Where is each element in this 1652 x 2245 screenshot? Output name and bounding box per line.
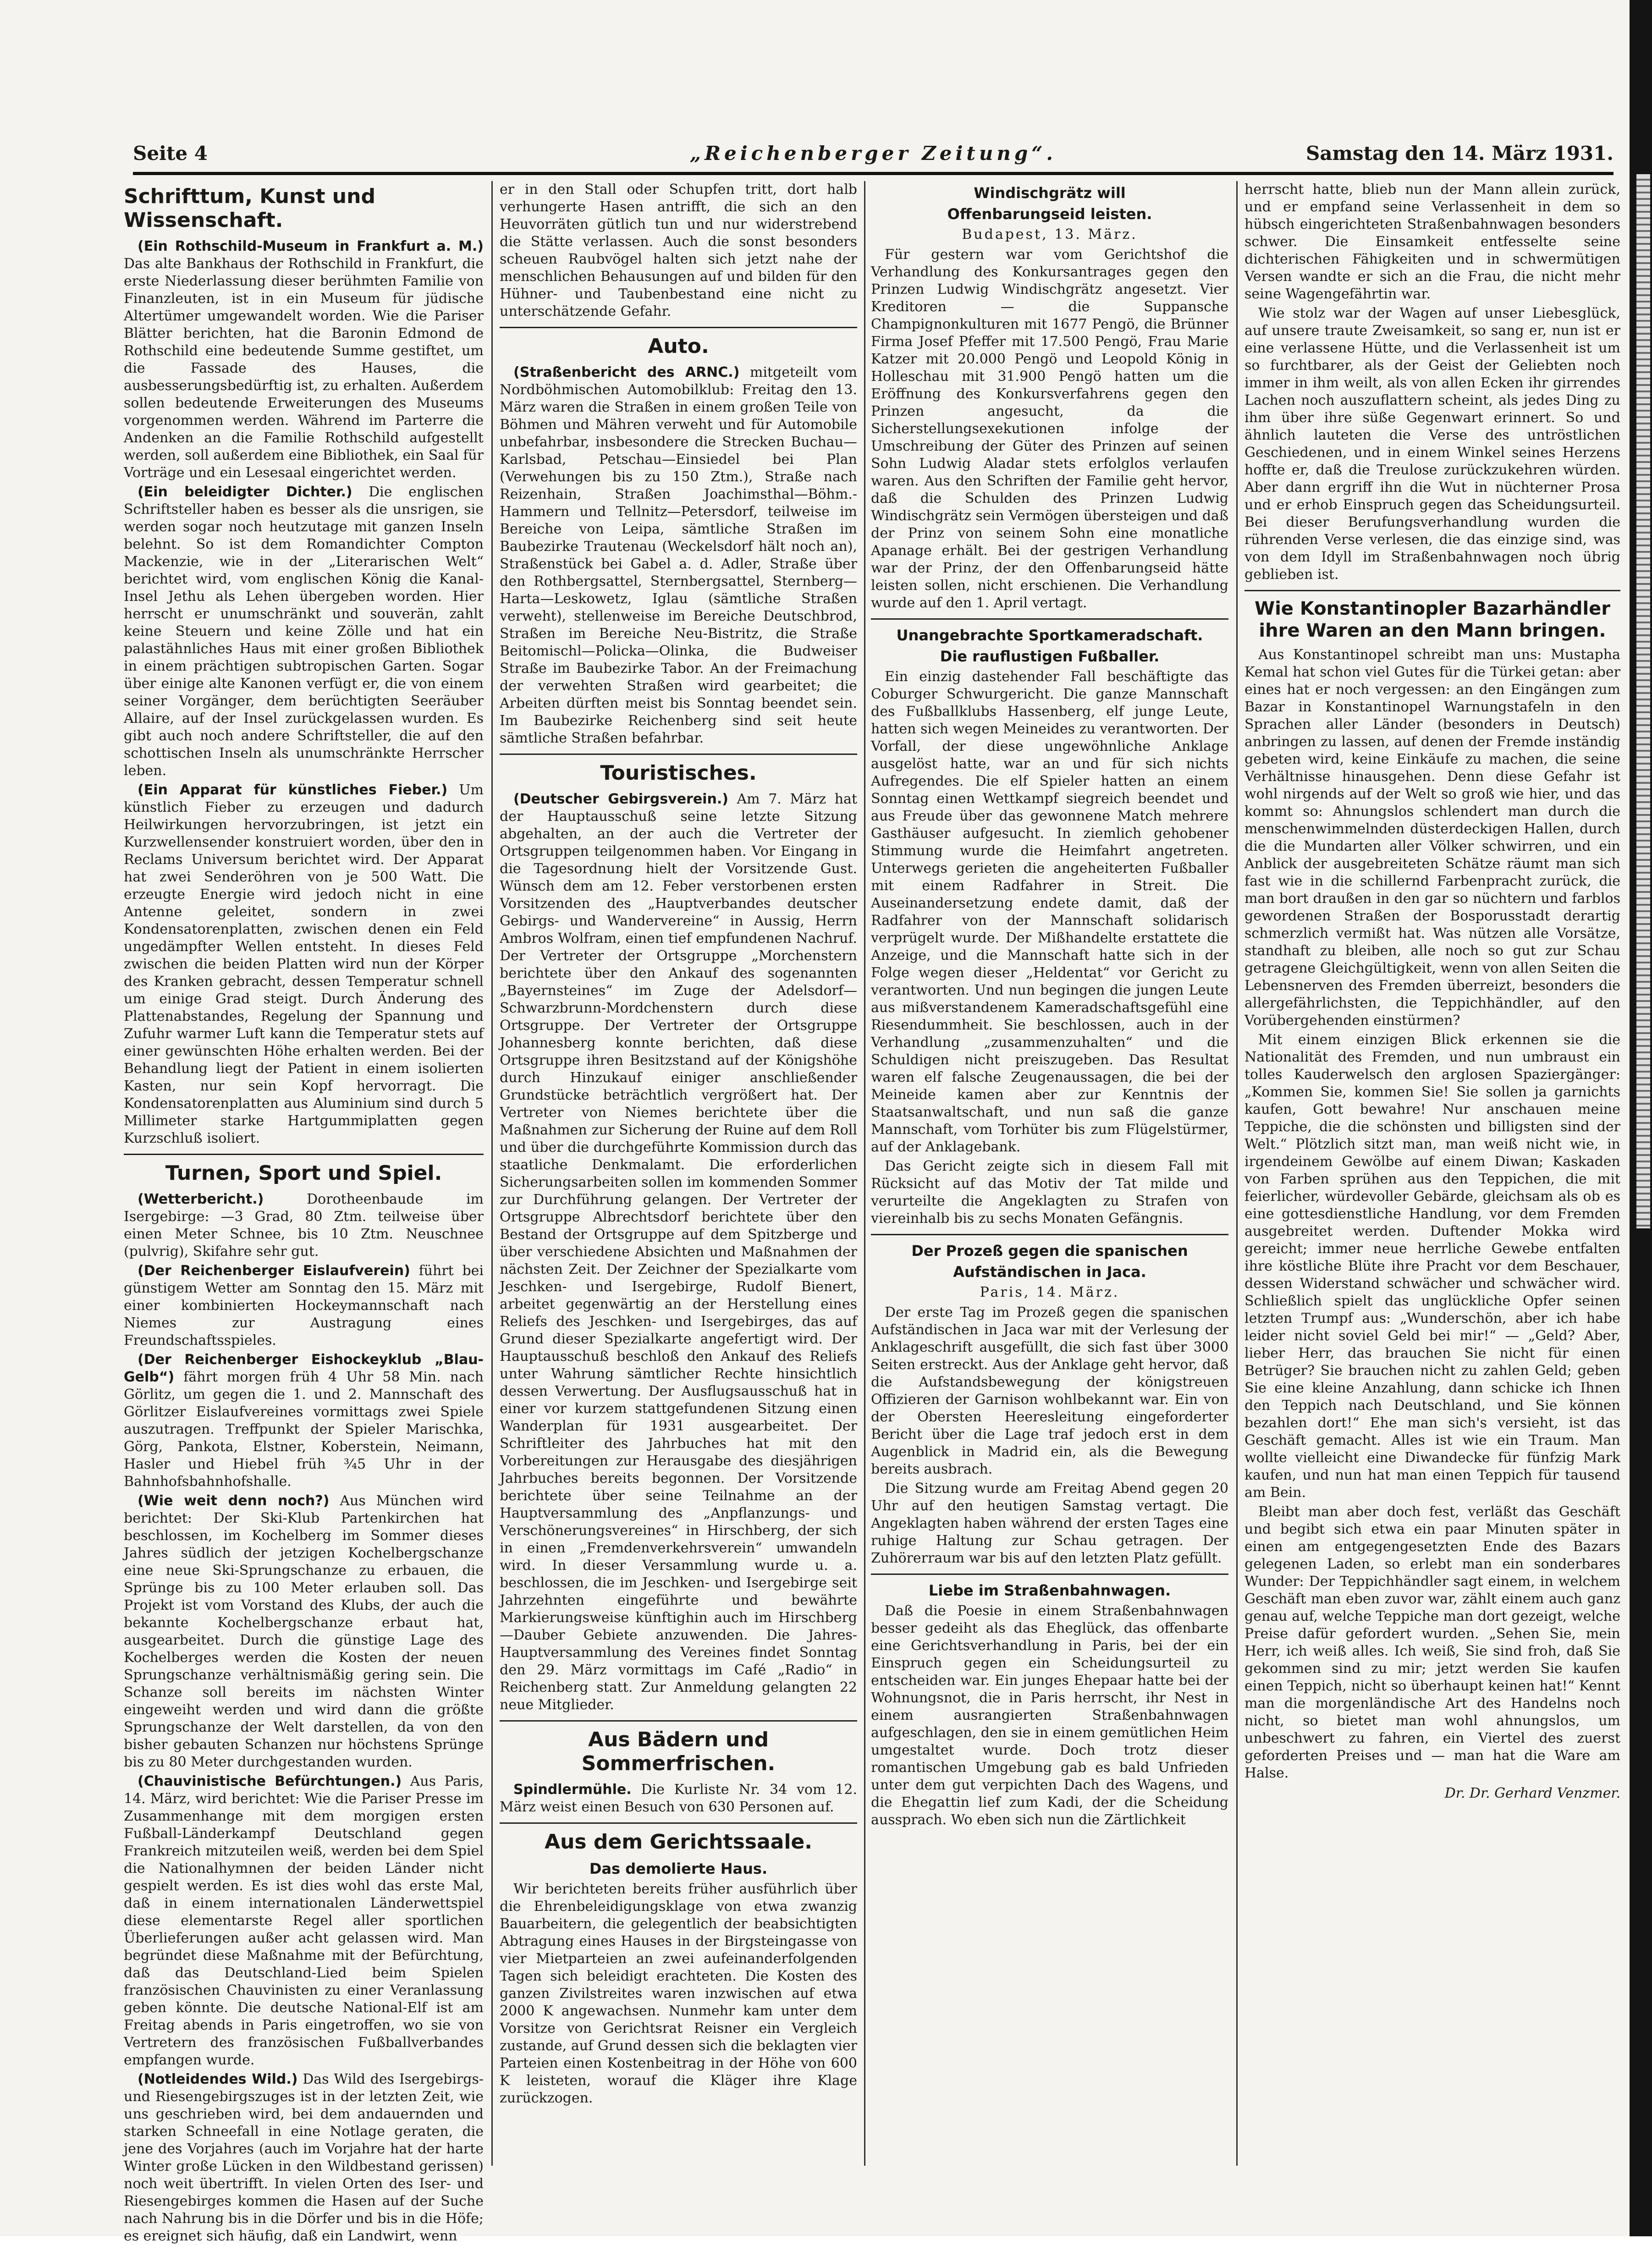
article-paragraph: [124, 1773, 484, 2069]
article-text: Für gestern war vom Gerichtshof die Verhandlung des Konkursantrages gegen den Prinzen Ludwig Windischgrätz angesetzt. Vier Kreditoren — die Suppansche Champignonkulturen mit 1677 Pengö, die Brünner Firma Josef Pfeffer mit 17.500 Pengö, Frau Marie Katzer mit 20.000 Pengö und Leopold König in Holleschau mit 31.900 Pengö hatten um die Eröffnung des Konkursverfahrens gegen den Prinzen angesucht, da die Sicherstellungsexekutionen infolge der Umschreibung der Güter des Prinzen auf seinen Sohn Ludwig Aladar stets erfolglos verlaufen waren. Aus den Schriften der Familie geht hervor, daß die Schulden des Prinzen Ludwig Windischgrätz sein Vermögen übersteigen und daß der Prinz von seinem Sohn eine monatliche Apanage erhält. Bei der gestrigen Verhandlung war der Prinz, der den Offenbarungseid hätte leisten sollen, nicht erschienen. Die Verhandlung wurde auf den 1. April vertagt.: [871, 247, 1228, 611]
page-header: [133, 138, 1613, 170]
article-paragraph: [500, 791, 857, 1714]
article-text: Aus München wird berichtet: Der Ski-Klub Partenkirchen hat beschlossen, im Kochelberg im Sommer dieses Jahres südlich der jetzigen Kochelbergschanze eine neue Ski-Sprungschanze zu erbauen, die Sprünge bis zu 100 Meter erlauben soll. Das Projekt ist vom Vorstand des Klubs, der auch die bekannte Kochelbergschanze erbaut hat, ausgearbeitet. Durch die günstige Lage des Kochelberges werden die Kosten der neuen Sprungschanze verhältnismäßig gering sein. Die Schanze soll bereits im nächsten Winter eingeweiht werden und wird dann die größte Sprungschanze der Welt darstellen, da von den bisher gebauten Schanzen nur höchstens Sprünge bis zu 80 Meter durchgestanden wurden.: [124, 1493, 484, 1770]
column-3: [871, 181, 1228, 2166]
article-text: herrscht hatte, blieb nun der Mann allein zurück, und er empfand seine Verlassenheit in dem so hübsch eingerichteten Straßenbahnwagen besonders schwer. Die Einsamkeit entfesselte seine dichterischen Fähigkeiten und in schwermütigen Versen wandte er sich an die Frau, die nicht mehr seine Wagengefährtin war.: [1245, 182, 1620, 302]
article-text: Die englischen Schriftsteller haben es besser als die unsrigen, sie werden sogar noch heutzutage mit ganzen Inseln belehnt. So ist dem Romandichter Compton Mackenzie, wie in der „Literarischen Welt“ berichtet wird, vom englischen König die Kanal-Insel Jethu als Lehen übergeben worden. Hier herrscht er unumschränkt und souverän, zahlt keine Steuern und keine Zölle und hat ein palastähnliches Haus mit einer großen Bibliothek in einem prächtigen subtropischen Garten. Sogar über einige alte Kanonen verfügt er, die von einem seiner Vorgänger, dem berüchtigten Seeräuber Allaire, auf der Insel zurückgelassen wurden. Es gibt auch noch andere Schriftsteller, die auf den schottischen Inseln als unumschränkte Herrscher leben.: [124, 484, 484, 779]
article-title: ihre Waren an den Mann bringen.: [1259, 620, 1606, 641]
article-title: Liebe im Straßenbahnwagen.: [928, 1582, 1171, 1599]
column-rule: [1236, 181, 1238, 2166]
section-rule: [871, 1574, 1228, 1575]
article-text: Ein einzig dastehender Fall beschäftigte das Coburger Schwurgericht. Die ganze Mannschaft des Fußballklubs Hassenberg, elf junge Leute, hatten sich wegen Meineides zu verantworten. Der Vorfall, der diese ungewöhnliche Anklage ausgelöst hatte, war an und für sich nichts Aufregendes. Die elf Spieler hatten an einem Sonntag einen Wettkampf siegreich beendet und aus Freude über das gewonnene Match mehrere Gasthäuser aufgesucht. In ziemlich gehobener Stimmung wurde die Heimfahrt angetreten. Unterwegs gerieten die angeheiterten Fußballer mit einem Radfahrer in Streit. Die Auseinandersetzung endete damit, daß der Radfahrer von der Mannschaft solidarisch verprügelt wurde. Der Mißhandelte erstattete die Anzeige, und die Mannschaft hatte sich in der Folge wegen dieser „Heldentat“ vor Gericht zu verantworten. Und nun begingen die jungen Leute aus mißverstandenem Kameradschaftsgefühl eine Riesendummheit. Sie beschlossen, auch in der Verhandlung „zusammenzuhalten“ und die Schuldigen nicht preiszugeben. Das Resultat waren elf falsche Zeugenaussagen, die bei der Meineide kamen aber zur Kenntnis der Staatsanwaltschaft, und nun saß die ganze Mannschaft, vom Torhüter bis zum Flügelstürmer, auf der Anklagebank.: [871, 669, 1228, 1155]
section-rule: [124, 1154, 484, 1155]
article-text: Daß die Poesie in einem Straßenbahnwagen besser gedeiht als das Eheglück, das offenbarte eine Gerichtsverhandlung in Paris, bei der ein Einspruch gegen ein Scheidungsurteil zu entscheiden war. Ein junges Ehepaar hatte bei der Wohnungsnot, die in Paris herrscht, ihr Nest in einem ausrangierten Straßenbahnwagen aufgeschlagen, den sie in einem gemütlichen Heim umgestaltet wurde. Doch trotz dieser romantischen Umgebung gab es bald Unfrieden unter dem gut verpichten Dach des Wagens, und die Ehegattin lief zum Kadi, der die Scheidung aussprach. Wo eben sich nun die Zärtlichkeit: [871, 1603, 1228, 1828]
article-lead: (Straßenbericht des ARNC.): [513, 364, 740, 380]
column-rule: [864, 181, 865, 2166]
article-text: Das Wild des Isergebirgs- und Riesengebirgszuges ist in der letzten Zeit, wie uns geschrieben wird, bei dem andauernden und starken Schneefall in eine Notlage geraten, die jene des Vorjahres (auch im Vorjahre hat der harte Winter große Lücken in den Wildbestand gerissen) noch weit übertrifft. In vielen Orten des Iser- und Riesengebirges kommen die Hasen auf der Suche nach Nahrung bis in die Dörfer und bis in die Höfe; es ereignet sich häufig, daß ein Landwirt, wenn: [124, 2071, 484, 2244]
article-text: Das Gericht zeigte sich in diesem Fall mit Rücksicht auf das Motiv der Tat milde und verurteilte die Angeklagten zu Strafen von viereinhalb bis zu sechs Monaten Gefängnis.: [871, 1158, 1228, 1227]
article-title: Offenbarungseid leisten.: [947, 205, 1152, 223]
section-rule: [500, 754, 857, 755]
article-lead: (Deutscher Gebirgsverein.): [513, 791, 728, 807]
article-text: fährt morgen früh 4 Uhr 58 Min. nach Görlitz, um gegen die 1. und 2. Mannschaft des Görlitzer Eislaufvereines vormittags zwei Spiele auszutragen. Treffpunkt der Spieler Marischka, Görg, Pankota, Elstner, Koberstein, Neimann, Hasler und Hiebel früh ¾5 Uhr in der Bahnhofsbahnhofshalle.: [124, 1369, 484, 1490]
article-title: Der Prozeß gegen die spanischen: [911, 1242, 1188, 1260]
article-title: Wie Konstantinopler Bazarhändler: [1254, 598, 1611, 619]
section-title: Aus Bädern und Sommerfrischen.: [581, 1728, 776, 1775]
article-text: Aus Paris, 14. März, wird berichtet: Wie die Pariser Presse im Zusammenhange mit dem morgigen ersten Fußball-Länderkampf Deutschland gegen Frankreich mitzuteilen weiß, werden bei dem Spiel die Nationalhymnen der beiden Länder nicht gespielt werden. Es ist dies wohl das erste Mal, daß in einem internationalen Länderwettspiel diese elementarste Regel aller sportlichen Überlieferungen außer acht gelassen wird. Man begründet diese Maßnahme mit der Befürchtung, daß das Deutschland-Lied beim Spielen französischen Chauvinisten zu einer Veranlassung geben könnte. Die deutsche National-Elf ist am Freitag abends in Paris eingetroffen, wo sie von Vertretern des französischen Fußballverbandes empfangen wurde.: [124, 1773, 484, 2068]
section-rule: [871, 618, 1228, 620]
article-text: Am 7. März hat der Hauptausschuß seine letzte Sitzung abgehalten, an der auch die Vertreter der Ortsgruppen teilgenommen haben. Vor Eingang in die Tagesordnung hielt der Vorsitzende Gust. Wünsch dem am 12. Feber verstorbenen ersten Vorsitzenden des „Hauptverbandes deutscher Gebirgs- und Wandervereine“ in Aussig, Herrn Ambros Wolfram, einen tief empfundenen Nachruf. Der Vertreter der Ortsgruppe „Morchenstern berichtete über den Ankauf des sogenannten „Bayernsteines“ im Zuge der Adelsdorf—Schwarzbrunn-Mordchenstern durch diese Ortsgruppe. Der Vertreter der Ortsgruppe Johannesberg konnte berichten, daß diese Ortsgruppe ihren Besitzstand auf der Königshöhe durch Hinzukauf einiger anschließender Grundstücke beträchtlich vergrößert hat. Der Vertreter von Niemes berichtete über die Maßnahmen zur Sicherung der Ruine auf dem Roll und über die durchgeführte Kommission durch das staatliche Denkmalamt. Die erforderlichen Sicherungsarbeiten sollen im kommenden Sommer zur Durchführung gelangen. Der Vertreter der Ortsgruppe Albrechtsdorf berichtete über den Bestand der Ortsgruppe auf dem Spitzberge und über verschiedene Absichten und Maßnahmen der nächsten Zeit. Der Zeichner der Spezialkarte vom Jeschken- und Isergebirge, Rudolf Bienert, arbeitet gegenwärtig an der Herstellung eines Reliefs des Jeschken- und Isergebirges, das auf Grund dieser Spezialkarte angefertigt wird. Der Hauptausschuß beschloß den Ankauf des Reliefs unter Wahrung sämtlicher Rechte hinsichtlich dessen Verwertung. Der Ausflugsausschuß hat in einer vor kurzem stattgefundenen Sitzung einen Wanderplan für 1931 ausgearbeitet. Der Schriftleiter des Jahrbuches hat mit den Vorbereitungen zur Herausgabe des diesjährigen Jahrbuches bereits begonnen. Der Vorsitzende berichtete über seine Teilnahme an der Hauptversammlung des „Anpflanzungs- und Verschönerungsvereines“ in Hirschberg, der sich in einen „Fremdenverkehrsverein“ umwandeln wird. In dieser Versammlung wurde u. a. beschlossen, die im Jeschken- und Isergebirge seit Jahrzehnten eingeführte und bewährte Markierungsweise künftighin auch im Hirschberg—Dauber Gebiete anzuwenden. Die Jahres-Hauptversammlung des Vereines findet Sonntag den 29. März vormittags im Café „Radio“ in Reichenberg statt. Zur Anmeldung gelangten 22 neue Mitglieder.: [500, 791, 857, 1713]
section-title: Auto.: [648, 335, 709, 358]
article-paragraph: [124, 1262, 484, 1349]
section-title: Turnen, Sport und Spiel.: [165, 1161, 442, 1185]
article-subtitle: Die rauflustigen Fußballer.: [940, 648, 1160, 665]
section-title: Touristisches.: [600, 761, 757, 785]
article-dateline: Paris, 14. März.: [980, 1284, 1120, 1300]
section-title: Aus dem Gerichtssaale.: [545, 1830, 812, 1854]
article-paragraph: [500, 1781, 857, 1816]
section-rule: [500, 1822, 857, 1824]
article-paragraph: [124, 1191, 484, 1260]
article-text: Mit einem einzigen Blick erkennen sie die Nationalität des Fremden, und nun umbraust ein tolles Kauderwelsch den arglosen Spaziergänger: „Kommen Sie, kommen Sie! Sie sollen ja garnichts kaufen, Gott bewahre! Nur anschauen meine Teppiche, die die schönsten und billigsten sind der Welt.“ Plötzlich sitzt man, man weiß nicht wie, in irgendeinem Gewölbe auf einem Diwan; Kaskaden von Farben sprühen aus den Teppichen, die mit feierlicher, würdevoller Gebärde, gleichsam als ob es eine gottesdienstliche Handlung, vor dem Fremden ausgebreitet werden. Duftender Mokka wird gereicht; immer neue herrliche Gewebe entfalten ihre köstliche Blüte ihre Pracht vor dem Beschauer, dessen Widerstand schwächer und schwächer wird. Schließlich spielt das unglückliche Opfer seinen letzten Trumpf aus: „Wunderschön, aber ich habe leider nicht soviel Geld bei mir!“ — „Geld? Aber, lieber Herr, das brauchen Sie nicht für einen Betrüger? Sie brauchen nicht zu zahlen Geld; geben Sie eine kleine Anzahlung, dann schicke ich Ihnen den Teppich nach Deutschland, und Sie können bezahlen dort!“ Ehe man sich's versieht, ist das Geschäft gemacht. Alles ist wie ein Traum. Man wollte vielleicht eine Diwandecke für fünfzig Mark kaufen, und nun hat man einen Teppich für tausend am Bein.: [1245, 1032, 1620, 1501]
article-lead: Spindlermühle.: [513, 1782, 632, 1798]
article-paragraph: [124, 1492, 484, 1771]
article-title: Aufständischen in Jaca.: [953, 1263, 1146, 1281]
article-paragraph: [500, 364, 857, 747]
adjacent-page-edge: [1636, 174, 1650, 1228]
column-1: [124, 181, 484, 2244]
article-dateline: Budapest, 13. März.: [962, 226, 1138, 242]
column-4: [1245, 181, 1620, 2166]
article-paragraph: [124, 238, 484, 482]
article-lead: (Ein beleidigter Dichter.): [138, 484, 352, 500]
article-text: Der erste Tag im Prozeß gegen die spanischen Aufständischen in Jaca war mit der Verlesung der Anklageschrift ausgefüllt, die sich fast über 3000 Seiten erstreckt. Aus der Anklage geht hervor, daß die Aufstandsbewegung der königstreuen Offizieren der Garnison wohlbekannt war. Ein von der Obersten Heeresleitung eingeforderter Bericht über die Lage traf jedoch erst in dem Augenblick in Madrid ein, als die Bewegung bereits ausbrach.: [871, 1304, 1228, 1477]
article-lead: (Notleidendes Wild.): [138, 2071, 298, 2087]
article-paragraph: [124, 1351, 484, 1491]
newspaper-title: „Reichenberger Zeitung“.: [689, 142, 1057, 165]
column-2: [500, 181, 857, 2166]
article-paragraph: [124, 2071, 484, 2245]
article-paragraph: [124, 484, 484, 780]
article-paragraph: [124, 781, 484, 1147]
article-text: Aus Konstantinopel schreibt man uns: Mustapha Kemal hat schon viel Gutes für die Türkei getan: aber eines hat er noch vergessen: an den Eingängen zum Bazar in Konstantinopel Warnungstafeln in den Sprachen aller Länder (besonders in Deutsch) anbringen zu lassen, auf denen der Fremde inständig gebeten wird, keine Einkäufe zu machen, die seine Verhältnisse hinausgehen. Denn diese Gefahr ist wohl nirgends auf der Welt so groß wie hier, und das kommt so: Ahnungslos schlendert man durch die menschenwimmelnden düsterdeckigen Hallen, durch die die Mundarten aller Völker schwirren, und ein Anblick der ausgebreiteten Schätze räumt man sich fast wie in die schillernd Farbenpracht zurück, die man bort draußen in den gar so nüchtern und farblos gewordenen Straßen der Bosporusstadt derartig schmerzlich vermißt hat. Was nützen alle Vorsätze, standhaft zu bleiben, alle noch so gut zur Schau getragene Gleichgültigkeit, wenn von allen Seiten die Lebensnerven des Fremden überreizt, besonders die allergefährlichsten, die Teppichhändler, auf den Vorübergehenden einstürmen?: [1245, 647, 1620, 1029]
issue-date: Samstag den 14. März 1931.: [1306, 142, 1613, 165]
article-lead: (Wetterbericht.): [138, 1191, 264, 1207]
article-lead: (Der Reichenberger Eislaufverein): [138, 1263, 410, 1279]
section-rule: [1245, 590, 1620, 591]
article-lead: (Der Reichenberger Eishockeyklub „Blau-Gelb“): [124, 1352, 484, 1385]
article-text: Wie stolz war der Wagen auf unser Liebesglück, auf unsere traute Zweisamkeit, so sang er, nun ist er eine verlassene Hütte, und die Verlassenheit ist um so furchtbarer, als der Geist der Geliebten noch immer in ihm weilt, als von allen Ecken ihr girrendes Lachen noch auszuflattern scheint, als jedes Ding zu ihm über ihre süße Gegenwart erinnert. So und ähnlich lauteten die Verse des untröstlichen Geschiedenen, und in einem Winkel seines Herzens hoffte er, daß die Treulose zurückzukehren würden. Aber dann ergriff ihn die Wut in nüchterner Prosa und er erhob Einspruch gegen das Scheidungsurteil. Bei dieser Berufungsverhandlung wurden die rührenden Verse verlesen, die das einzige sind, was von dem Idyll im Straßenbahnwagen noch übrig geblieben ist.: [1245, 305, 1620, 583]
article-title: Unangebrachte Sportkameradschaft.: [896, 627, 1203, 644]
article-text: Bleibt man aber doch fest, verläßt das Geschäft und begibt sich etwa ein paar Minuten später in einen am entgegengesetzten Ende des Bazars gelegenen Laden, so erlebt man ein sonderbares Wunder: Der Teppichhändler sagt einem, in welchem Geschäft man eben zuvor war, zählt einem auch ganz genau auf, welche Teppiche man dort gezeigt, welche Preise dafür gefordert wurden. „Sehen Sie, mein Herr, ich weiß alles. Ich weiß, Sie sind froh, daß Sie gekommen sind zu mir; jetzt werden Sie kaufen einen Teppich, nicht so überhaupt keinen hat!“ Kennt man die morgenländische Art des Handelns noch nicht, so bietet man wohl ahnungslos, um unbeschwert zu fahren, ein Viertel des zuerst geforderten Preises und — man hat die Ware am Halse.: [1245, 1504, 1620, 1781]
article-title: Windischgrätz will: [974, 184, 1126, 202]
article-text: Um künstlich Fieber zu erzeugen und dadurch Heilwirkungen hervorzubringen, ist jetzt ein Kurzwellensender konstruiert worden, über den in Reclams Universum berichtet wird. Der Apparat hat zwei Senderöhren von je 500 Watt. Die erzeugte Energie wird jedoch nicht in eine Antenne geleitet, sondern in zwei Kondensatorenplatten, zwischen denen ein Feld ungedämpfter Wellen entsteht. In dieses Feld zwischen die beiden Platten wird nun der Körper des Kranken gebracht, dessen Temperatur schnell um einige Grad steigt. Durch Änderung des Plattenabstandes, Regelung der Spannung und Zufuhr warmer Luft kann die Temperatur stets auf einer gewünschten Höhe erhalten werden. Bei der Behandlung liegt der Patient in einem isolierten Kasten, nur sein Kopf hervorragt. Die Kondensatorenplatten aus Aluminium sind durch 5 Millimeter starke Hartgummiplatten gegen Kurzschluß isoliert.: [124, 782, 484, 1146]
article-lead: (Ein Rothschild-Museum in Frankfurt a. M.): [138, 238, 484, 254]
section-rule: [500, 327, 857, 328]
page-number: Seite 4: [133, 142, 208, 165]
column-rule: [491, 181, 493, 2166]
article-text: Dorotheenbaude im Isergebirge: —3 Grad, 80 Ztm. teilweise über einen Meter Schnee, bis 10 Ztm. Neuschnee (pulvrig), Skifahre sehr gut.: [124, 1191, 484, 1260]
section-title: Schrifttum, Kunst und Wissenschaft.: [124, 185, 375, 232]
article-text: mitgeteilt vom Nordböhmischen Automobilklub: Freitag den 13. März waren die Straßen in einem großen Teile von Böhmen und Mähren verweht und für Automobile unbefahrbar, insbesondere die Strecken Buchau—Karlsbad, Petschau—Einsiedel bei Plan (Verwehungen bis zu 150 Ztm.), Straße nach Reizenhain, Straßen Joachimsthal—Böhm.-Hammern und Tellnitz—Petersdorf, teilweise im Bereiche von Leipa, sämtliche Straßen im Baubezirke Trautenau (Weckelsdorf hält noch an), Straßenstück bei Gabel a. d. Adler, Straße über den Rothbergsattel, Sternbergsattel, Sternberg—Harta—Leskowetz, Iglau (sämtliche Straßen verweht), stellenweise im Bereiche Deutschbrod, Straßen im Bereiche Neu-Bistritz, die Straße Beitomischl—Policka—Olinka, die Budweiser Straße im Baubezirke Tabor. An der Freimachung der verwehten Straßen wird gearbeitet; die Arbeiten dürften meist bis Sonntag beendet sein. Im Baubezirke Reichenberg sind seit heute sämtliche Straßen befahrbar.: [500, 364, 857, 746]
article-title: Das demolierte Haus.: [589, 1860, 768, 1877]
article-text: Wir berichteten bereits früher ausführlich über die Ehrenbeleidigungsklage von etwa zwanzig Bauarbeitern, die gelegentlich der beabsichtigten Abtragung eines Hauses in der Birgsteingasse von vier Mietparteien an zwei aufeinanderfolgenden Tagen sich beleidigt erachteten. Die Kosten des ganzen Zivilstreites waren inzwischen auf etwa 2000 K angewachsen. Nunmehr kam unter dem Vorsitze von Gerichtsrat Reisner ein Vergleich zustande, auf Grund dessen sich die beklagten vier Parteien einen Kostenbeitrag in der Höhe von 600 K leisteten, worauf die Kläger ihre Klage zurückzogen.: [500, 1881, 857, 2106]
article-text: er in den Stall oder Schupfen tritt, dort halb verhungerte Hasen antrifft, die sich an den Heuvorräten gütlich tun und nur widerstrebend die Stätte verlassen. Auch die sonst besonders scheuen Raubvögel halten sich jetzt nahe der menschlichen Behausungen auf und bilden für den Hühner- und Taubenbestand eine nicht zu unterschätzende Gefahr.: [500, 182, 857, 319]
article-lead: (Ein Apparat für künstliches Fieber.): [138, 782, 448, 798]
article-lead: (Wie weit denn noch?): [138, 1493, 330, 1509]
header-rule: [133, 172, 1613, 175]
article-text: Die Sitzung wurde am Freitag Abend gegen 20 Uhr auf den heutigen Samstag vertagt. Die Angeklagten haben während der ersten Tages eine ruhige Haltung zur Schau getragen. Der Zuhörerraum war bis auf den letzten Platz gefüllt.: [871, 1480, 1228, 1566]
article-text: führt bei günstigem Wetter am Sonntag den 15. März mit einer kombinierten Hockeymannschaft nach Niemes zur Austragung eines Freundschaftsspieles.: [124, 1263, 484, 1348]
article-byline: Dr. Dr. Gerhard Venzmer.: [1444, 1785, 1620, 1801]
article-text: Das alte Bankhaus der Rothschild in Frankfurt, die erste Niederlassung dieser berühmten Familie von Finanzleuten, ist in ein Museum für jüdische Altertümer umgewandelt worden. Wie die Pariser Blätter berichten, hat die Baronin Edmond de Rothschild eine bedeutende Summe gestiftet, um die Fassade des Hauses, die ausbesserungsbedürftig ist, zu erhalten. Außerdem sollen bedeutende Erweiterungen des Museums vorgenommen werden. Während im Parterre die Andenken an die Familie Rothschild aufgestellt werden, soll außerdem eine Bibliothek, ein Saal für Vorträge und ein Lesesaal eingerichtet werden.: [124, 256, 484, 481]
article-text: Die Kurliste Nr. 34 vom 12. März weist einen Besuch von 630 Personen auf.: [500, 1782, 857, 1815]
section-rule: [500, 1720, 857, 1722]
section-rule: [871, 1234, 1228, 1235]
article-lead: (Chauvinistische Befürchtungen.): [138, 1773, 402, 1789]
